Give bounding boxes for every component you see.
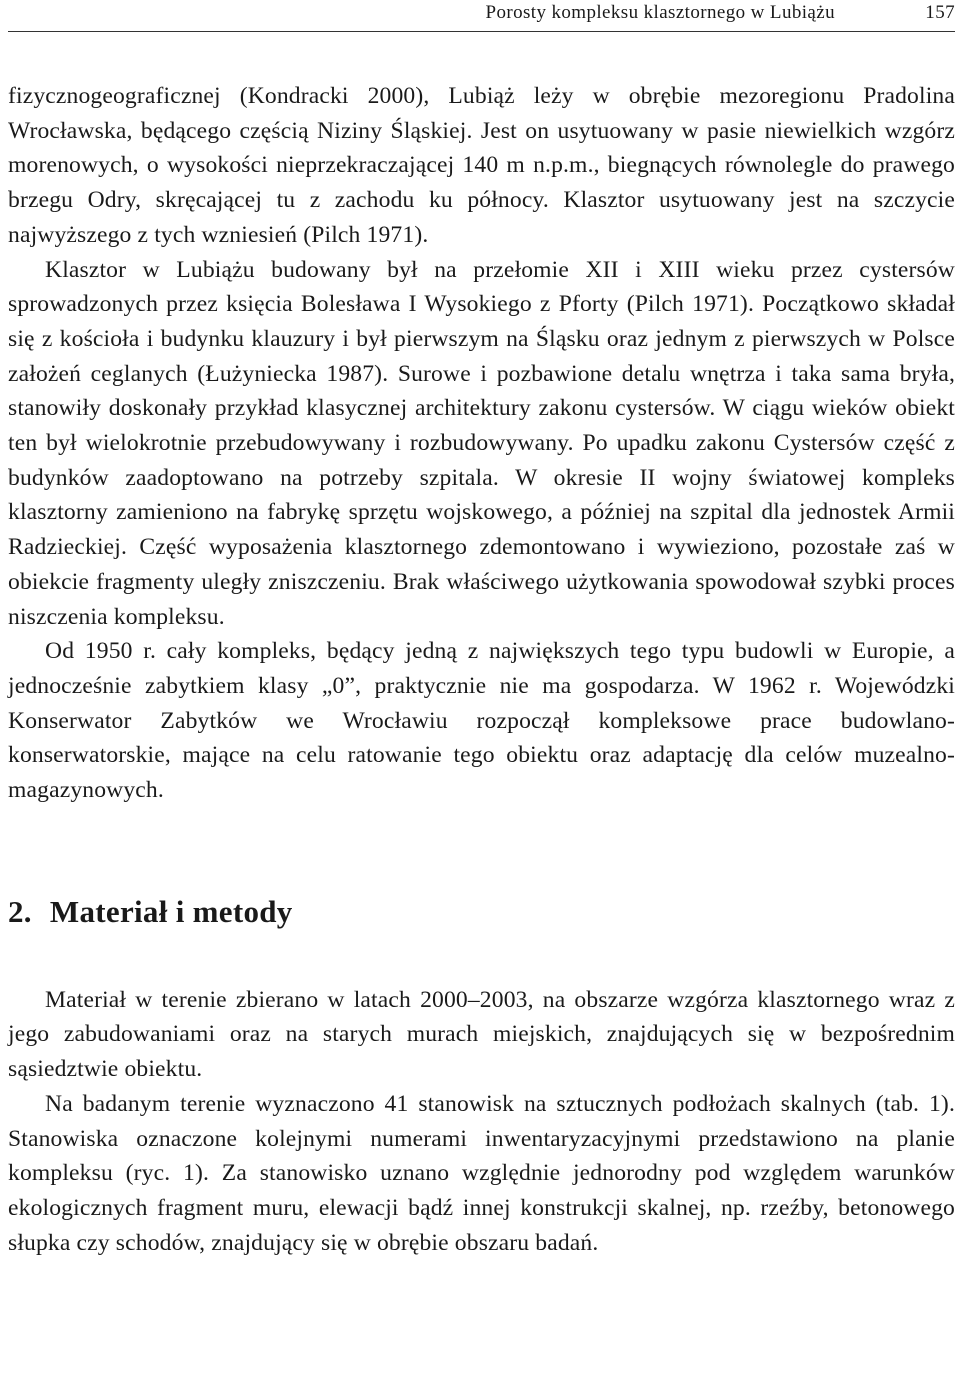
- page-number: 157: [925, 2, 955, 23]
- paragraph-material: Materiał w terenie zbierano w latach 2000–2003, na obszarze wzgórza klasztornego wraz z jego zabudowaniami oraz na starych murach miejskich, znajdujących się w bezpośrednim sąsiedztwie obiektu.: [8, 986, 955, 1083]
- section-body: [8, 983, 955, 1261]
- body-text: [8, 79, 955, 1260]
- page: [8, 0, 955, 1260]
- paragraph-conservation: Od 1950 r. cały kompleks, będący jedną z największych tego typu budowli w Europie, a jednocześnie zabytkiem klasy „0”, praktycznie nie ma gospodarza. W 1962 r. Wojewódzki Konserwator Zabytków we Wrocławiu rozpoczął kompleksowe prace budowlano-konserwatorskie, mające na celu ratowanie tego obiektu oraz adaptację dla celów muzealno-magazynowych.: [8, 638, 955, 804]
- paragraph-sites: Na badanym terenie wyznaczono 41 stanowisk na sztucznych podłożach skalnych (tab. 1). Stanowiska oznaczone kolejnymi numerami inwentaryzacyjnymi przedstawiono na planie kompleksu (ryc. 1). Za stanowisko uznano względnie jednorodny pod względem warunków ekologicznych fragment muru, elewacji bądź innej konstrukcji skalnej, np. rzeźby, betonowego słupka czy schodów, znajdujący się w obrębie obszaru badań.: [8, 1090, 955, 1256]
- paragraph-continued: fizycznogeograficznej (Kondracki 2000), Lubiąż leży w obrębie mezoregionu Pradolina Wrocławska, będącego częścią Niziny Śląskiej. Jest on usytuowany w pasie niewielkich wzgórz morenowych, o wysokości nieprzekraczającej 140 m n.p.m., biegnących równolegle do prawego brzegu Odry, skręcającej tu z zachodu ku północy. Klasztor usytuowany jest na szczycie najwyższego z tych wzniesień (Pilch 1971).: [8, 83, 955, 248]
- section-title: Materiał i metody: [49, 893, 293, 929]
- paragraph-history: Klasztor w Lubiążu budowany był na przełomie XII i XIII wieku przez cystersów sprowadzonych przez księcia Bolesława I Wysokiego z Pforty (Pilch 1971). Początkowo składał się z kościoła i budynku klauzury i był pierwszym na Śląsku oraz jednym z pierwszych w Polsce założeń ceglanych (Łużyniecka 1987). Surowe i pozbawione detalu wnętrza i taka sama bryła, stanowiły doskonały przykład klasycznej architektury zakonu cystersów. W ciągu wieków obiekt ten był wielokrotnie przebudowywany i rozbudowywany. Po upadku zakonu Cystersów część z budynków zaadoptowano na potrzeby szpitala. W okresie II wojny światowej kompleks klasztorny zamieniono na fabrykę sprzętu wojskowego, a później na szpital dla jednostek Armii Radzieckiej. Część wyposażenia klasztornego zdemontowano i wywieziono, pozostałe zaś w obiekcie fragmenty uległy zniszczeniu. Brak właściwego użytkowania spowodował szybki proces niszczenia kompleksu.: [8, 256, 955, 630]
- running-head: [8, 0, 955, 32]
- section-heading: [8, 892, 955, 932]
- section-number: 2.: [8, 893, 32, 929]
- running-title: Porosty kompleksu klasztornego w Lubiążu: [485, 2, 835, 23]
